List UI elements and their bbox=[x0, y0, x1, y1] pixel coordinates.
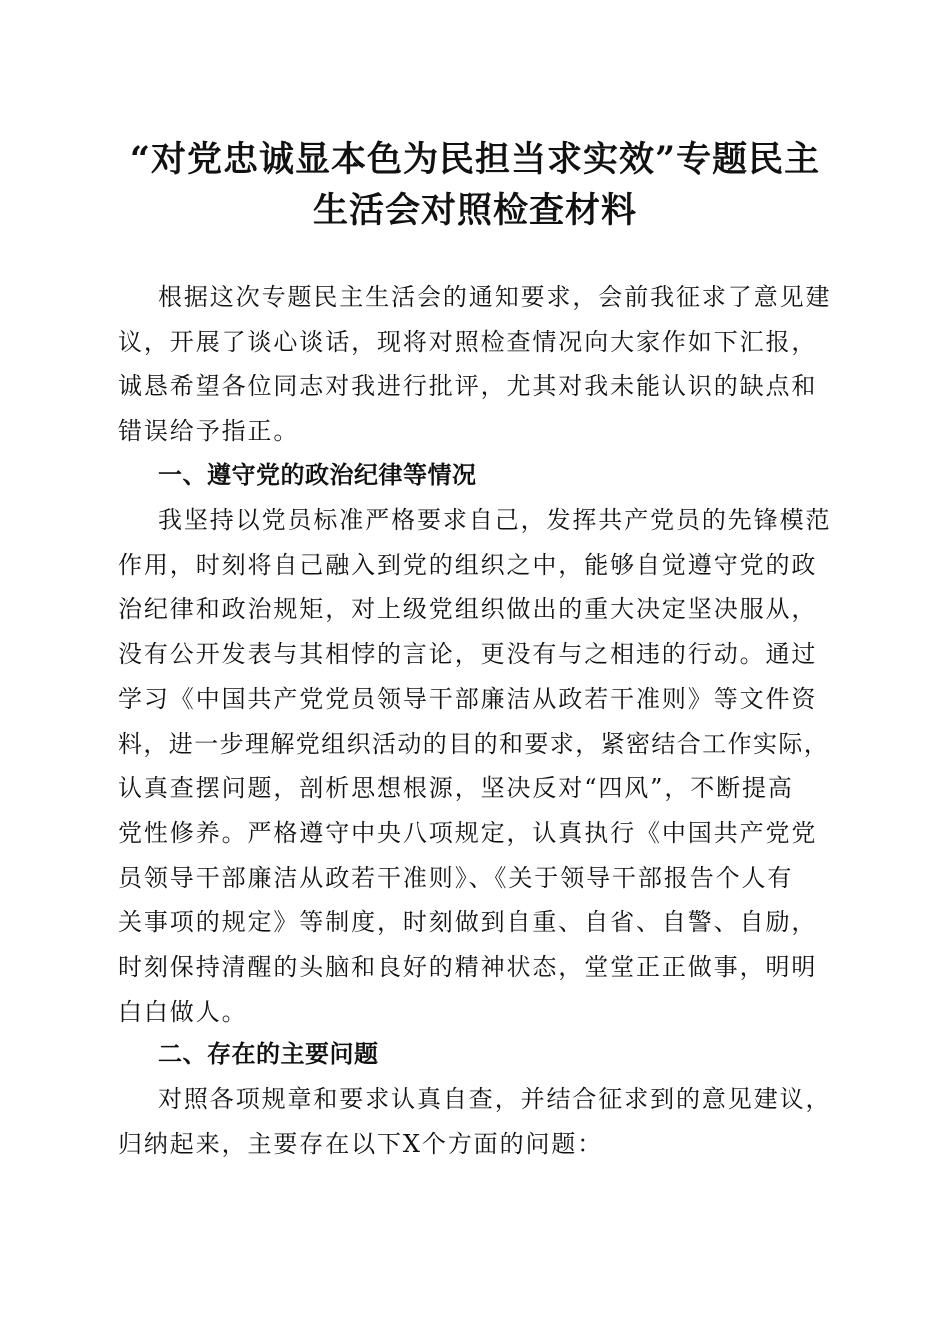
text-line: 对照各项规章和要求认真自查，并结合征求到的意见建议， bbox=[158, 1085, 832, 1113]
text-line: 作用，时刻将自己融入到党的组织之中，能够自觉遵守党的政 bbox=[118, 550, 818, 579]
text-line: 时刻保持清醒的头脑和良好的精神状态，堂堂正正做事，明明 bbox=[118, 953, 818, 982]
text-line: 关事项的规定》等制度，时刻做到自重、自省、自警、自励， bbox=[118, 908, 818, 937]
section-heading-1: 一、遵守党的政治纪律等情况 bbox=[158, 461, 477, 489]
document-title bbox=[100, 134, 850, 236]
text-line: 议，开展了谈心谈话，现将对照检查情况向大家作如下汇报， bbox=[118, 327, 818, 356]
text-line: 治纪律和政治规矩，对上级党组织做出的重大决定坚决服从， bbox=[118, 595, 818, 624]
text-line: 学习《中国共产党党员领导干部廉洁从政若干准则》等文件资 bbox=[118, 684, 818, 713]
text-line: 党性修养。严格遵守中央八项规定，认真执行《中国共产党党 bbox=[118, 818, 818, 847]
title-line-1: “对党忠诚显本色为民担当求实效”专题民主 bbox=[129, 139, 821, 180]
section-2-paragraph bbox=[118, 1077, 830, 1166]
text-line: 员领导干部廉洁从政若干准则》、《关于领导干部报告个人有 bbox=[118, 863, 794, 892]
title-line-2: 生活会对照检查材料 bbox=[312, 190, 637, 231]
section-1-paragraph bbox=[118, 498, 830, 1034]
text-line: 根据这次专题民主生活会的通知要求，会前我征求了意见建 bbox=[158, 283, 832, 311]
section-heading-2: 二、存在的主要问题 bbox=[158, 1040, 379, 1068]
text-line: 我坚持以党员标准严格要求自己，发挥共产党员的先锋模范 bbox=[158, 506, 832, 534]
text-line: 白白做人。 bbox=[118, 997, 248, 1026]
text-line: 料，进一步理解党组织活动的目的和要求，紧密结合工作实际， bbox=[118, 729, 830, 758]
text-line: 没有公开发表与其相悖的言论，更没有与之相违的行动。通过 bbox=[118, 640, 818, 669]
text-line: 诚恳希望各位同志对我进行批评，尤其对我未能认识的缺点和 bbox=[118, 372, 818, 401]
text-line: 认真查摆问题，剖析思想根源，坚决反对“四风”，不断提高 bbox=[118, 774, 794, 803]
text-line: 错误给予指正。 bbox=[118, 417, 300, 446]
intro-paragraph bbox=[118, 275, 830, 454]
text-line: 归纳起来，主要存在以下X个方面的问题： bbox=[118, 1129, 604, 1158]
